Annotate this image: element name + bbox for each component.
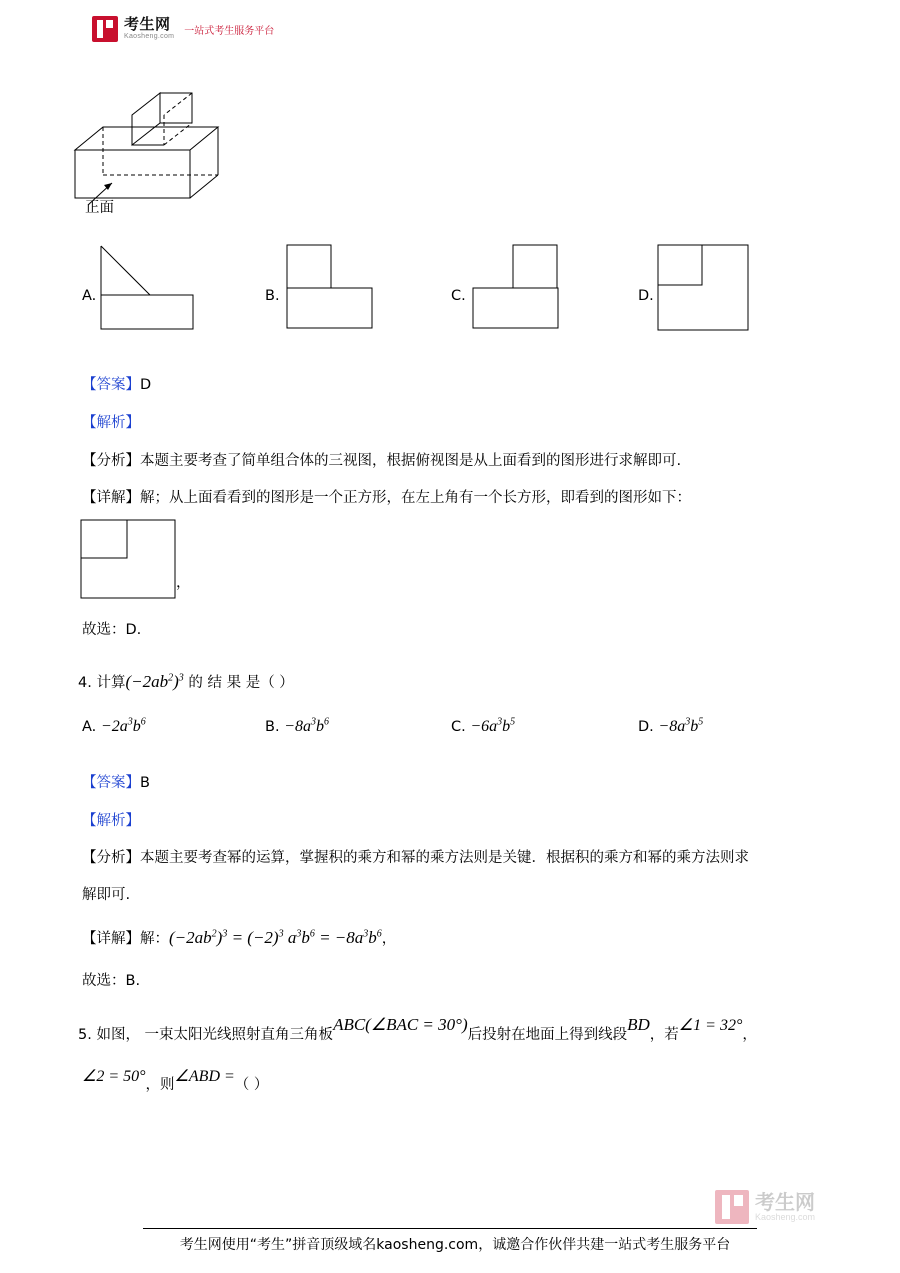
q4-option-d xyxy=(638,712,703,742)
q4-answer-value: B xyxy=(140,775,150,791)
q4-option-a xyxy=(82,712,146,742)
front-view-label: 正面 xyxy=(85,200,114,216)
q3-analysis-tag: 【分析】 xyxy=(82,453,140,469)
q4-detail-math: $(-2ab^2)^3 = (-2)^3$ $a^3b^6 = -8a^3b^6$ xyxy=(169,928,382,947)
site-logo xyxy=(92,16,274,42)
q4-explain-tag: 【解析】 xyxy=(82,813,140,829)
q5-text-3: ，若 xyxy=(649,1027,679,1043)
q4-stem xyxy=(78,666,294,698)
q4-analysis-line-2: 解即可. xyxy=(82,887,131,903)
option-label-a: A. xyxy=(82,288,97,304)
q4-analysis-text-1: 本题主要考查幂的运算，掌握积的乘方和幂的乘方法则是关键．根据积的乘方和幂的乘方法则求 xyxy=(140,850,749,866)
logo-chinese-name: 考生网 xyxy=(124,15,171,34)
watermark-logo-icon xyxy=(715,1190,749,1224)
q5-stem-line-1 xyxy=(78,1015,757,1050)
logo-english-name: Kaosheng.com xyxy=(124,33,175,41)
option-figure-b xyxy=(286,240,386,332)
footer-divider xyxy=(143,1228,757,1229)
q4-detail-line xyxy=(82,922,396,954)
option-label-c: C. xyxy=(451,288,466,304)
q5-math-3: ∠1 = 32° xyxy=(678,1017,743,1034)
page-watermark xyxy=(715,1190,815,1224)
footer-text: 考生网使用“考生”拼音顶级域名kaosheng.com，诚邀合作伙伴共建一站式考生服务平台 xyxy=(179,1237,731,1253)
q5-text-4: ， xyxy=(742,1027,757,1043)
q5-math-5: ∠ABD = xyxy=(174,1068,235,1085)
q3-figure-comma: ， xyxy=(176,575,191,591)
q4-answer-tag: 【答案】 xyxy=(82,775,140,791)
q4-option-d-math: $-8a^3b^5$ xyxy=(658,716,704,735)
q4-stem-math: $(-2ab^2)^3$ xyxy=(125,672,184,691)
q4-analysis-tag: 【分析】 xyxy=(82,850,140,866)
q4-option-d-label: D. xyxy=(638,719,654,735)
q4-detail-suffix: ， xyxy=(381,931,397,947)
q4-option-c-math: $-6a^3b^5$ xyxy=(470,716,516,735)
logo-mark-icon xyxy=(92,16,118,42)
option-label-b: B. xyxy=(265,288,280,304)
q5-number: 5. xyxy=(78,1027,92,1043)
watermark-text xyxy=(755,1189,816,1222)
q4-detail-tag: 【详解】 xyxy=(82,931,140,947)
q3-conclusion: 故选：D. xyxy=(82,622,142,638)
watermark-english: Kaosheng.com xyxy=(755,1211,816,1222)
q4-stem-suffix: 的 结 果 是（ ） xyxy=(188,675,294,691)
option-figure-a xyxy=(100,238,200,330)
q3-answer-line xyxy=(82,372,151,400)
q3-detail-text: 解；从上面看看到的图形是一个正方形，在左上角有一个长方形，即看到的图形如下： xyxy=(140,490,691,506)
q3-explain-tag: 【解析】 xyxy=(82,415,140,431)
q4-number: 4. xyxy=(78,675,92,691)
option-figure-c xyxy=(472,240,572,332)
q4-detail-prefix: 解： xyxy=(140,931,169,947)
q5-text-1: 如图， 一束太阳光线照射直角三角板 xyxy=(96,1027,334,1043)
q4-option-b-math: $-8a^3b^6$ xyxy=(284,716,329,735)
q3-analysis-line xyxy=(82,448,681,476)
q4-analysis-line-1 xyxy=(82,845,749,873)
q3-detail-line xyxy=(82,485,691,513)
option-figure-d xyxy=(657,240,757,332)
q4-option-b-label: B. xyxy=(265,719,280,735)
q3-answer-value: D xyxy=(140,377,152,393)
watermark-chinese: 考生网 xyxy=(755,1189,815,1214)
q5-text-5: ，则 xyxy=(145,1077,175,1093)
logo-slogan: 一站式考生服务平台 xyxy=(184,25,275,37)
solid-figure-3d xyxy=(60,45,250,220)
q4-option-a-label: A. xyxy=(82,719,97,735)
q4-option-c-label: C. xyxy=(451,719,466,735)
q5-math-4: ∠2 = 50° xyxy=(82,1068,146,1085)
q5-text-6: （ ） xyxy=(234,1077,269,1093)
q5-text-2: 后投射在地面上得到线段 xyxy=(467,1027,628,1043)
q3-analysis-text: 本题主要考查了简单组合体的三视图，根据俯视图是从上面看到的图形进行求解即可. xyxy=(140,453,682,469)
q4-option-a-math: $-2a^3b^6$ xyxy=(100,716,146,735)
q3-detail-figure xyxy=(80,518,180,600)
q5-math-1: ABC(∠BAC = 30°) xyxy=(333,1015,468,1034)
logo-text xyxy=(124,17,174,40)
q4-answer-line xyxy=(82,770,150,798)
option-label-d: D. xyxy=(638,288,654,304)
q4-conclusion: 故选：B. xyxy=(82,973,141,989)
q5-math-2: BD xyxy=(627,1015,650,1034)
q3-detail-tag: 【详解】 xyxy=(82,490,140,506)
q4-stem-prefix: 计算 xyxy=(96,675,126,691)
q5-stem-line-2 xyxy=(82,1070,268,1100)
q4-option-b xyxy=(265,712,329,742)
q3-answer-tag: 【答案】 xyxy=(82,377,140,393)
q4-option-c xyxy=(451,712,515,742)
